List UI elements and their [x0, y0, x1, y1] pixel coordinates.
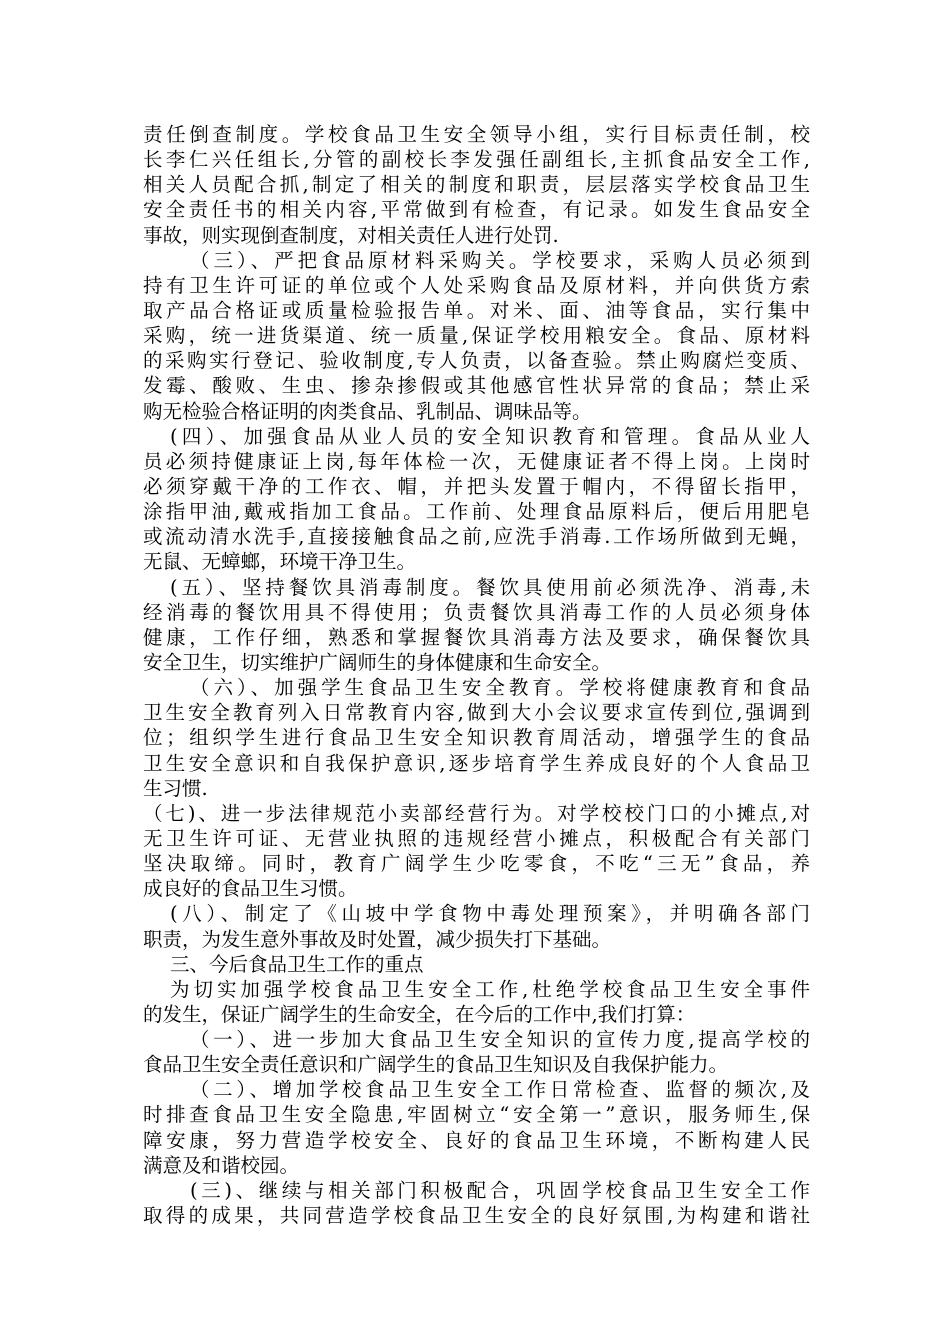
text-line: 责任倒查制度。学校食品卫生安全领导小组，实行目标责任制，校	[143, 123, 810, 146]
text-line: 涂指甲油,戴戒指加工食品。工作前、处理食品原料后，便后用肥皂	[143, 500, 810, 524]
text-line: 安全责任书的相关内容,平常做到有检查，有记录。如发生食品安全	[143, 198, 810, 222]
text-line: 卫生安全意识和自我保护意识,逐步培育学生养成良好的个人食品卫	[143, 751, 810, 775]
text-line: (四）、加强食品从业人员的安全知识教育和管理。食品从业人	[170, 424, 810, 448]
text-line: (三)、继续与相关部门积极配合，巩固学校食品卫生安全工作	[190, 1178, 810, 1202]
text-line: (八）、制定了《山坡中学食物中毒处理预案》，并明确各部门	[170, 902, 810, 926]
text-line: 安全卫生，切实维护广阔师生的身体健康和生命安全。	[143, 650, 612, 674]
text-line: 食品卫生安全责任意识和广阔学生的食品卫生知识及自我保护能力。	[143, 1053, 729, 1077]
text-line: 满意及和谐校园。	[143, 1153, 300, 1177]
text-line: 员必须持健康证上岗,每年体检一次，无健康证者不得上岗。上岗时	[143, 449, 810, 473]
text-line: （三）、严把食品原材料采购关。学校要求，采购人员必须到	[190, 248, 810, 272]
text-line: 持有卫生许可证的单位或个人处采购食品及原材料，并向供货方索	[143, 273, 810, 297]
text-line: 取得的成果，共同营造学校食品卫生安全的良好氛围,为构建和谐社	[143, 1204, 810, 1228]
text-line: 无鼠、无蟑螂，环境干净卫生。	[143, 550, 417, 574]
text-line: 必须穿戴干净的工作衣、帽，并把头发置于帽内，不得留长指甲，	[143, 474, 810, 498]
text-line: 经消毒的餐饮用具不得使用；负责餐饮具消毒工作的人员必须身体	[143, 600, 810, 624]
text-line: 长李仁兴任组长,分管的副校长李发强任副组长,主抓食品安全工作,	[143, 148, 810, 172]
text-line: (五）、坚持餐饮具消毒制度。餐饮具使用前必须洗净、消毒,未	[170, 575, 810, 599]
text-line: 无卫生许可证、无营业执照的违规经营小摊点，积极配合有关部门	[143, 826, 810, 850]
text-line: 相关人员配合抓,制定了相关的制度和职责，层层落实学校食品卫生	[143, 173, 810, 197]
text-line: 健康，工作仔细，熟悉和掌握餐饮具消毒方法及要求，确保餐饮具	[143, 625, 810, 649]
text-line: 的发生，保证广阔学生的生命安全，在今后的工作中,我们打算：	[143, 1002, 696, 1026]
text-line: 坚决取缔。同时，教育广阔学生少吃零食，不吃“三无”食品，养	[143, 852, 810, 876]
text-line: 三、今后食品卫生工作的重点	[170, 952, 424, 976]
text-line: 采购，统一进货渠道、统一质量,保证学校用粮安全。食品、原材料	[143, 324, 810, 348]
text-line: 为切实加强学校食品卫生安全工作,杜绝学校食品卫生安全事件	[170, 977, 810, 1001]
text-line: 职责，为发生意外事故及时处置，减少损失打下基础。	[143, 927, 612, 951]
text-line: 取产品合格证或质量检验报告单。对米、面、油等食品，实行集中	[143, 298, 810, 322]
document-body	[143, 122, 810, 1228]
text-line: （七)、进一步法律规范小卖部经营行为。对学校校门口的小摊点,对	[143, 801, 810, 825]
text-line: 成良好的食品卫生习惯。	[143, 877, 358, 901]
text-line: 购无检验合格证明的肉类食品、乳制品、调味品等。	[143, 399, 592, 423]
text-line: 位；组织学生进行食品卫生安全知识教育周活动，增强学生的食品	[143, 726, 810, 750]
text-line: 事故，则实现倒查制度，对相关责任人进行处罚.	[143, 223, 559, 247]
text-line: 的采购实行登记、验收制度,专人负责，以备查验。禁止购腐烂变质、	[143, 349, 810, 373]
text-line: 或流动清水洗手,直接接触食品之前,应洗手消毒.工作场所做到无蝇，	[143, 525, 810, 549]
text-line: 障安康，努力营造学校安全、良好的食品卫生环境，不断构建人民	[143, 1128, 810, 1152]
text-line: 生习惯.	[143, 776, 208, 800]
text-line: 卫生安全教育列入日常教育内容,做到大小会议要求宣传到位,强调到	[143, 701, 810, 725]
text-line: （二）、增加学校食品卫生安全工作日常检查、监督的频次,及	[190, 1078, 810, 1102]
text-line: （六）、加强学生食品卫生安全教育。学校将健康教育和食品	[190, 676, 810, 700]
text-line: 时排查食品卫生安全隐患,牢固树立“安全第一”意识，服务师生,保	[143, 1103, 810, 1127]
text-line: 发霉、酸败、生虫、掺杂掺假或其他感官性状异常的食品；禁止采	[143, 374, 810, 398]
text-line: （一）、进一步加大食品卫生安全知识的宣传力度,提高学校的	[190, 1028, 810, 1052]
